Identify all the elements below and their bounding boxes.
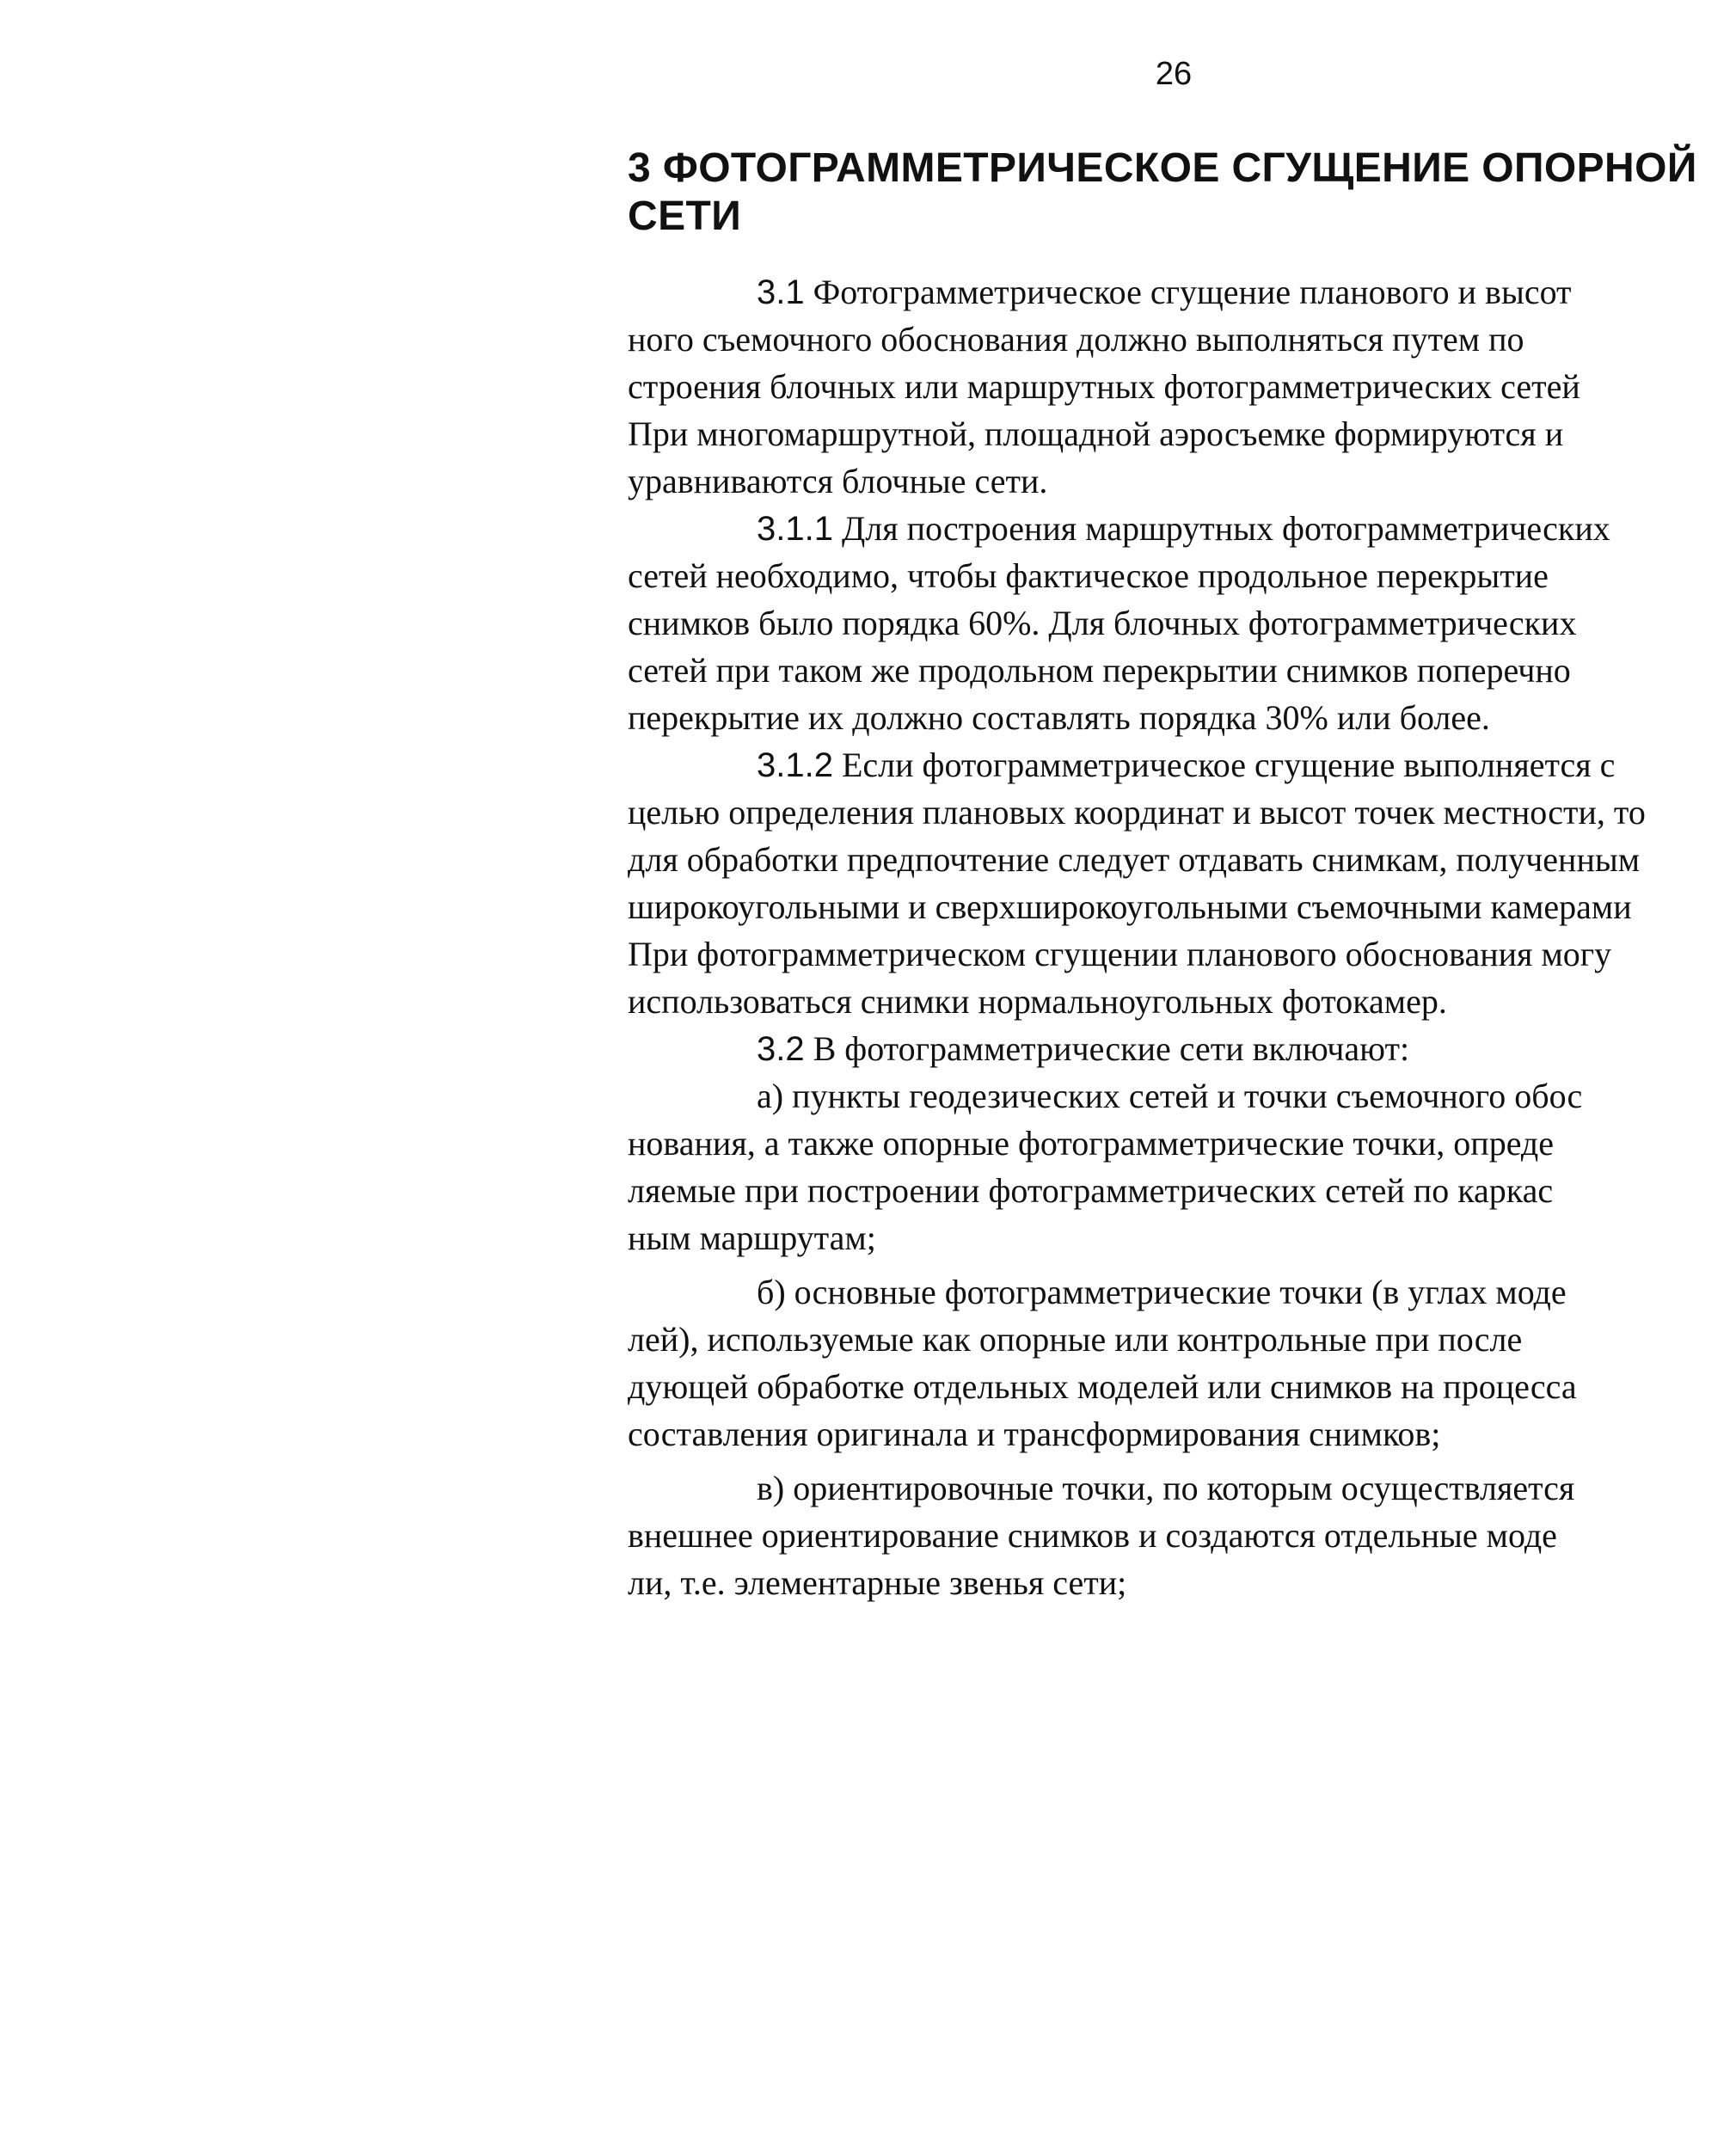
paragraph-3-1-2 [628,741,1736,1025]
text-line [628,268,1736,316]
section-heading [628,144,1736,248]
text-line-content: Если фотограмметрическое сгущение выполняется с [832,746,1616,784]
body-text [628,268,1736,1602]
text-line: ляемые при построении фотограмметрических сетей по каркас [628,1171,1554,1210]
clause-number: 3.1.2 [757,746,833,784]
clause-number: 3.1.1 [757,510,833,548]
clause-number: 3.1 [757,273,805,311]
section-heading-line-1: 3 ФОТОГРАММЕТРИЧЕСКОЕ СГУЩЕНИЕ ОПОРНОЙ [628,145,1697,191]
text-line: использоваться снимки нормальноугольных фотокамер. [628,982,1447,1021]
text-line-content: В фотограмметрические сети включают: [804,1029,1410,1068]
text-line [628,1025,1736,1072]
page-number: 26 [1155,56,1193,92]
text-line: для обработки предпочтение следует отдавать снимкам, полученным [628,840,1641,879]
text-line-content: Фотограмметрическое сгущение планового и высот [804,273,1572,311]
paragraph-3-1 [628,268,1736,505]
list-item-a [628,1072,1736,1261]
text-line: сетей при таком же продольном перекрытии снимков поперечно [628,651,1571,690]
text-line: При фотограмметрическом сгущении планового обоснования могу [628,935,1612,973]
list-item-v [628,1464,1736,1606]
text-line: уравниваются блочные сети. [628,462,1048,500]
text-line: б) основные фотограмметрические точки (в углах моде [757,1273,1567,1311]
text-line: внешнее ориентирование снимков и создаются отдельные моде [628,1516,1557,1555]
text-line: широкоугольными и сверхширокоугольными съемочными камерами [628,887,1632,926]
text-line [628,505,1736,552]
text-line: дующей обработке отдельных моделей или снимков на процесса [628,1367,1577,1406]
paragraph-3-1-1 [628,505,1736,741]
text-line: нования, а также опорные фотограмметрические точки, опреде [628,1124,1555,1163]
text-line: сетей необходимо, чтобы фактическое продольное перекрытие [628,556,1549,595]
text-line: строения блочных или маршрутных фотограмметрических сетей [628,367,1580,406]
text-line: целью определения плановых координат и высот точек местности, то [628,793,1646,832]
text-line: а) пункты геодезических сетей и точки съемочного обос [757,1077,1583,1115]
text-line: При многомаршрутной, площадной аэросъемке формируются и [628,414,1564,453]
text-line: ного съемочного обоснования должно выполняться путем по [628,320,1524,359]
text-line-content: Для построения маршрутных фотограмметрических [832,509,1610,548]
text-line: составления оригинала и трансформирования снимков; [628,1415,1441,1453]
list-item-b [628,1268,1736,1458]
text-line: ным маршрутам; [628,1218,876,1257]
paragraph-3-2 [628,1025,1736,1072]
text-line [628,741,1736,789]
text-line: в) ориентировочные точки, по которым осуществляется [757,1469,1575,1507]
text-line: перекрытие их должно составлять порядка 30% или более. [628,698,1490,737]
text-line: лей), используемые как опорные или контрольные при после [628,1320,1523,1359]
text-line: снимков было порядка 60%. Для блочных фотограмметрических [628,604,1577,642]
section-heading-line-2: СЕТИ [628,193,742,239]
text-line: ли, т.е. элементарные звенья сети; [628,1563,1127,1602]
clause-number: 3.2 [757,1030,805,1068]
